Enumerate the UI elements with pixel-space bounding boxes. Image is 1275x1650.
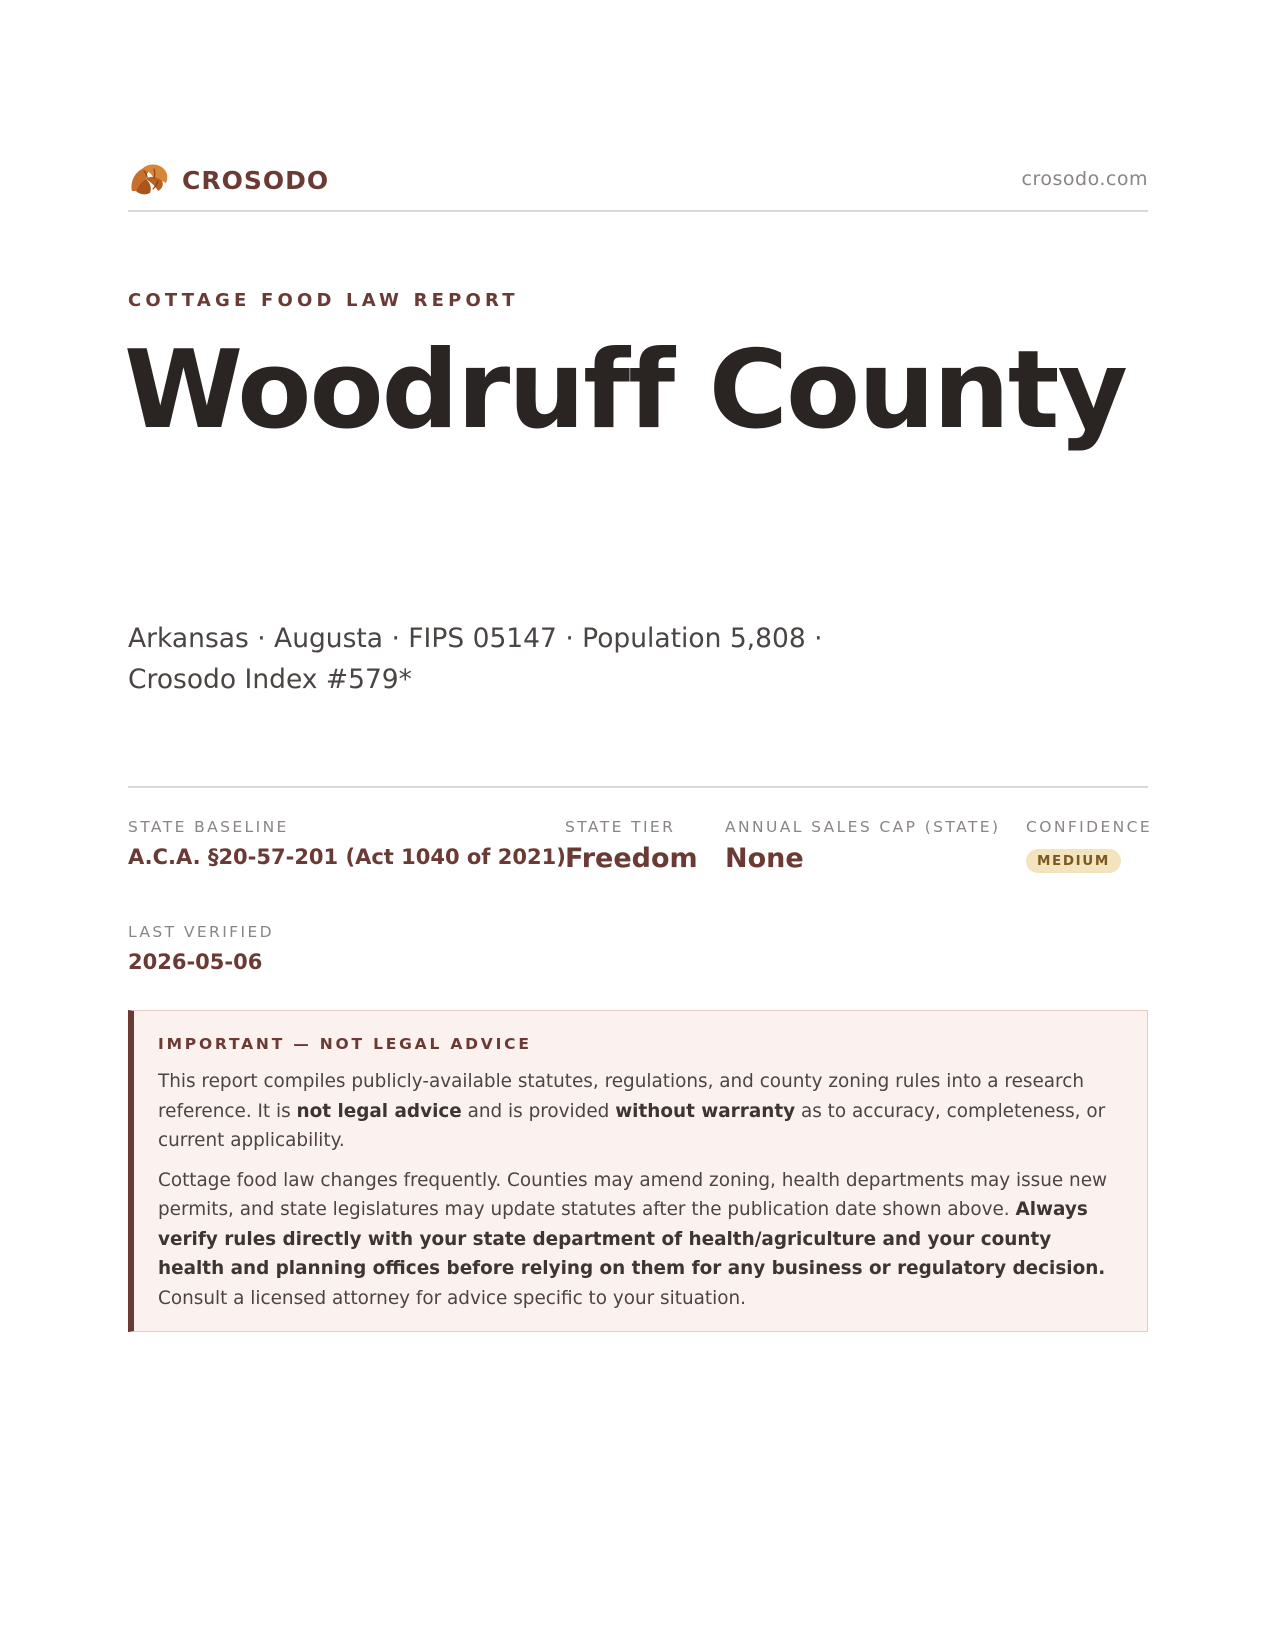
disclaimer-paragraph-2: [158, 1166, 1123, 1314]
report-eyebrow: COTTAGE FOOD LAW REPORT: [128, 290, 519, 311]
fact-confidence: [1026, 818, 1152, 873]
fact-value: Freedom: [565, 843, 698, 874]
brand-name: CROSODO: [182, 165, 330, 195]
fact-value: A.C.A. §20-57-201 (Act 1040 of 2021): [128, 845, 566, 869]
fact-state-tier: [565, 818, 698, 874]
fact-state-baseline: [128, 818, 566, 869]
page-header: [128, 158, 1148, 212]
fact-label: LAST VERIFIED: [128, 923, 274, 941]
site-url-link[interactable]: crosodo.com: [1021, 168, 1148, 190]
page-title: Woodruff County: [124, 328, 1126, 453]
fact-last-verified: [128, 923, 274, 974]
disclaimer-emphasis: without warranty: [615, 1100, 796, 1122]
fact-value: 2026-05-06: [128, 950, 263, 974]
legal-disclaimer: [128, 1010, 1148, 1332]
fact-label: STATE BASELINE: [128, 818, 289, 836]
disclaimer-emphasis: not legal advice: [296, 1100, 462, 1122]
croissant-icon: [128, 161, 170, 199]
disclaimer-title: IMPORTANT — NOT LEGAL ADVICE: [158, 1035, 532, 1053]
county-summary-line-1: Arkansas · Augusta · FIPS 05147 · Population 5,808 ·: [128, 623, 823, 654]
disclaimer-emphasis: Always verify rules directly with your state department of health/agriculture and your county health and planning offices before relying on them for any business or regulatory decision.: [158, 1199, 1106, 1279]
county-summary: [128, 618, 888, 700]
disclaimer-paragraph-1: [158, 1067, 1123, 1156]
county-summary-line-2: Crosodo Index #579*: [128, 664, 412, 695]
disclaimer-text: This report compiles publicly-available statutes, regulations, and county zoning rules into a research reference. It is: [158, 1071, 1084, 1122]
disclaimer-text: Cottage food law changes frequently. Counties may amend zoning, health departments may issue new permits, and state legislatures may update statutes after the publication date shown above.: [158, 1169, 1108, 1220]
disclaimer-text: and is provided: [461, 1100, 616, 1122]
facts-divider: [128, 786, 1148, 788]
fact-label: ANNUAL SALES CAP (STATE): [725, 818, 1001, 836]
confidence-badge: MEDIUM: [1026, 849, 1121, 873]
fact-value: None: [725, 843, 804, 874]
brand[interactable]: [128, 160, 329, 200]
fact-label: STATE TIER: [565, 818, 676, 836]
fact-annual-sales-cap: [725, 818, 1000, 874]
fact-label: CONFIDENCE: [1026, 818, 1153, 836]
disclaimer-text: as to accuracy, completeness, or current applicability.: [158, 1100, 1106, 1151]
disclaimer-text: Consult a licensed attorney for advice specific to your situation.: [158, 1287, 746, 1309]
report-page: [124, 0, 1153, 1650]
